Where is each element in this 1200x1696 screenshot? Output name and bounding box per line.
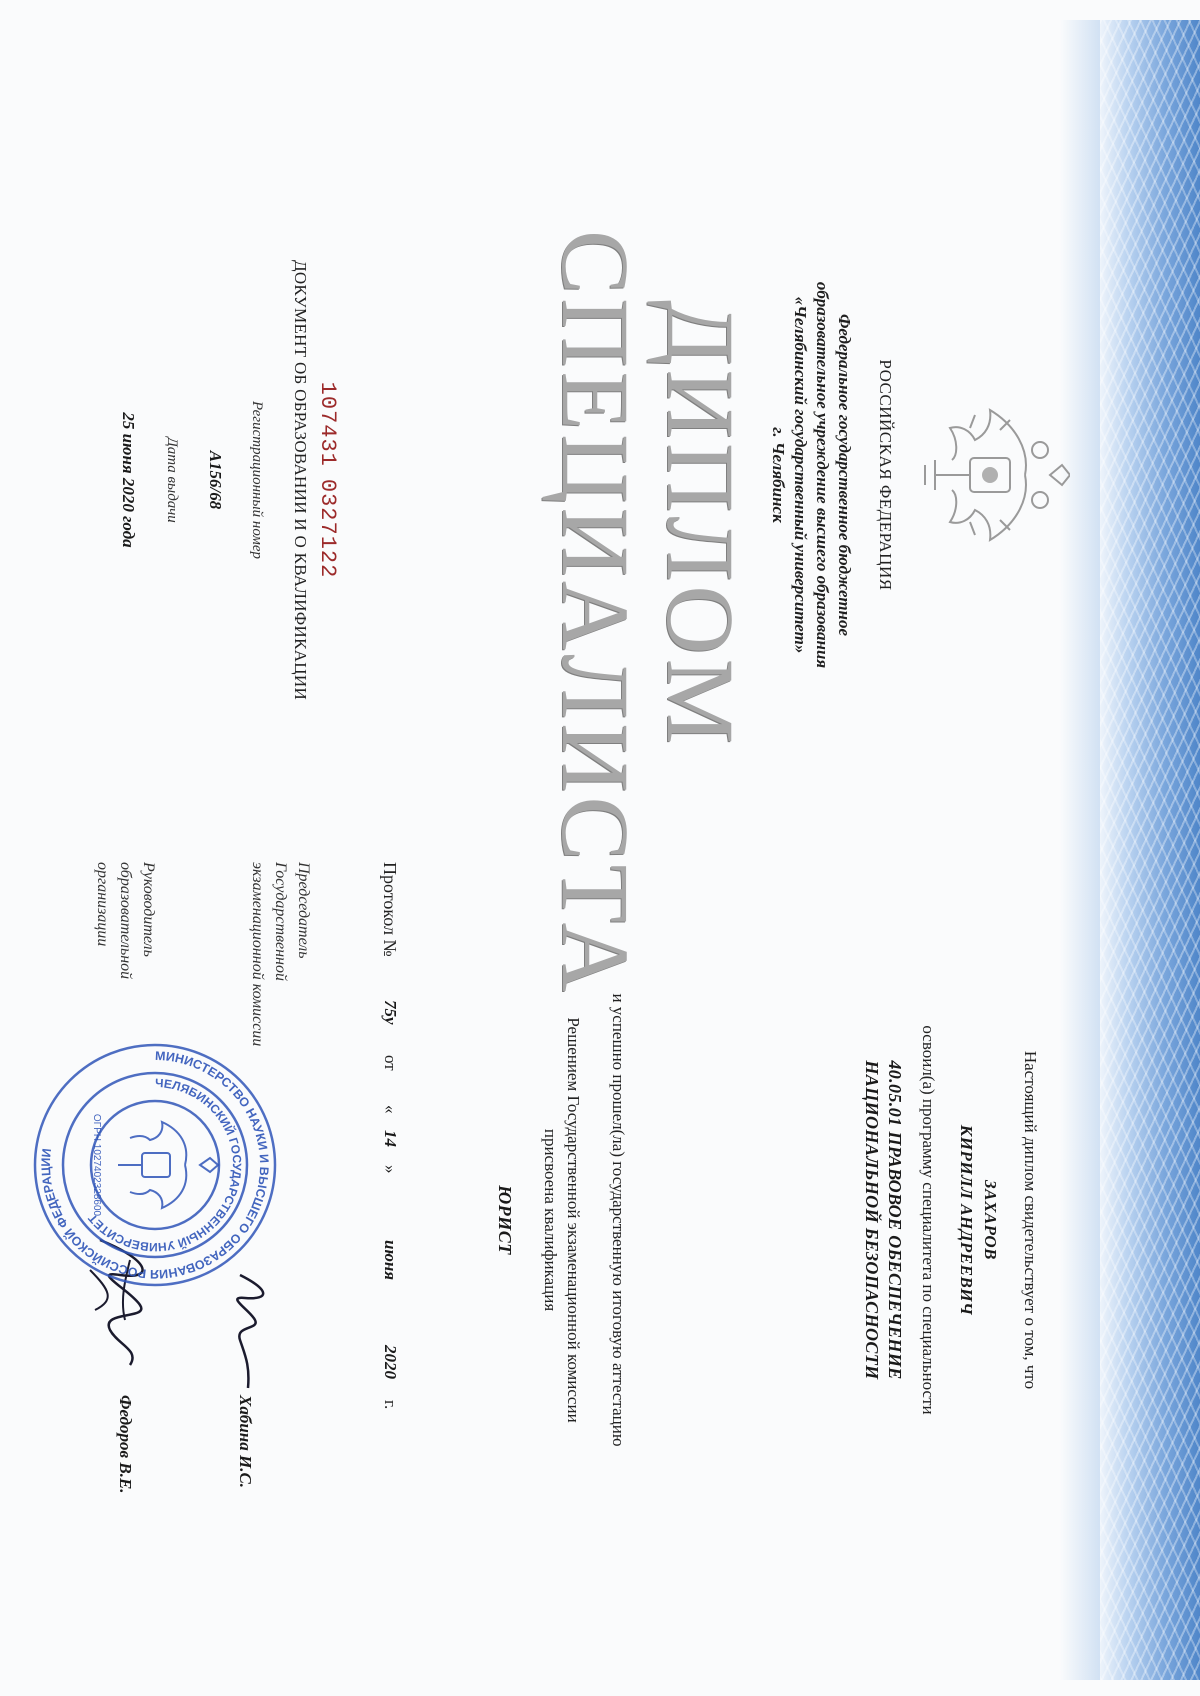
chair-label-line-3: экзаменационной комиссии <box>249 862 266 1047</box>
official-seal-icon <box>30 1040 280 1290</box>
graduate-surname: ЗАХАРОВ <box>981 1180 1000 1260</box>
protocol-number: 75у <box>381 1000 400 1025</box>
serial-number-part-1: 107431 <box>315 381 340 467</box>
intro-text: Настоящий диплом свидетельствует о том, что <box>1021 1050 1040 1390</box>
decorative-band <box>1100 20 1200 1680</box>
attestation-text: и успешно прошел(ла) государственную итоговую аттестацию <box>609 993 628 1447</box>
registration-label: Регистрационный номер <box>249 400 265 559</box>
head-name: Федоров В.Е. <box>116 1395 135 1494</box>
qualification: ЮРИСТ <box>495 1185 515 1255</box>
registration-number: А156/68 <box>206 450 225 510</box>
country-name: РОССИЙСКАЯ ФЕДЕРАЦИЯ <box>876 359 895 591</box>
serial-number <box>315 300 340 660</box>
seal-center-text: ОГРН 1027402328600 <box>91 1113 102 1217</box>
protocol-year-suffix: г. <box>381 1400 400 1410</box>
coat-of-arms-icon <box>910 400 1070 550</box>
program-text: освоил(а) программу специалитета по специальности <box>919 1025 938 1415</box>
protocol-quote-close: » <box>381 1165 400 1174</box>
decorative-band-edge <box>1060 20 1100 1680</box>
document-title-line-2: СПЕЦИАЛИСТА <box>542 230 649 996</box>
decision-line-1: Решением Государственной экзаменационной комиссии <box>564 1017 583 1423</box>
serial-number-part-2: 0327122 <box>315 478 340 579</box>
seal-outer-text: МИНИСТЕРСТВО НАУКИ И ВЫСШЕГО ОБРАЗОВАНИЯ РОССИЙСКОЙ ФЕДЕРАЦИИ <box>38 1048 272 1282</box>
head-label <box>91 862 160 1062</box>
protocol-from: от <box>381 1055 400 1071</box>
institution-line-1: Федеральное государственное бюджетное <box>835 313 854 637</box>
chair-label-line-1: Председатель <box>295 862 312 959</box>
document-title-line-1: ДИПЛОМ <box>647 300 754 748</box>
head-label-line-1: Руководитель образовательной <box>117 862 157 980</box>
chair-name: Хабина И.С. <box>236 1395 255 1489</box>
decision-line-2: присвоена квалификация <box>541 1128 560 1312</box>
graduate-given-names: КИРИЛЛ АНДРЕЕВИЧ <box>957 1124 976 1316</box>
institution-name <box>767 230 855 720</box>
seal-inner-text: ЧЕЛЯБИНСКИЙ ГОСУДАРСТВЕННЫЙ УНИВЕРСИТЕТ <box>85 1075 245 1255</box>
institution-line-4: г. Челябинск <box>769 427 788 523</box>
institution-line-3: «Челябинский государственный университет» <box>791 296 810 654</box>
protocol-year: 2020 <box>381 1345 400 1379</box>
head-label-line-2: организации <box>94 862 111 947</box>
chair-label-line-2: Государственной <box>272 862 289 981</box>
document-subtitle: ДОКУМЕНТ ОБ ОБРАЗОВАНИИ И О КВАЛИФИКАЦИИ <box>291 259 310 701</box>
protocol-month: июня <box>381 1240 400 1281</box>
protocol-label: Протокол № <box>380 862 400 957</box>
institution-line-2: образовательное учреждение высшего образования <box>813 281 832 669</box>
protocol-quote-open: « <box>381 1105 400 1114</box>
specialty-line-1: 40.05.01 ПРАВОВОЕ ОБЕСПЕЧЕНИЕ <box>885 1060 905 1380</box>
issue-date-label: Дата выдачи <box>164 437 180 523</box>
issue-date: 25 июня 2020 года <box>119 412 138 548</box>
specialty-line-2: НАЦИОНАЛЬНОЙ БЕЗОПАСНОСТИ <box>862 1060 882 1380</box>
protocol-day: 14 <box>381 1130 400 1147</box>
